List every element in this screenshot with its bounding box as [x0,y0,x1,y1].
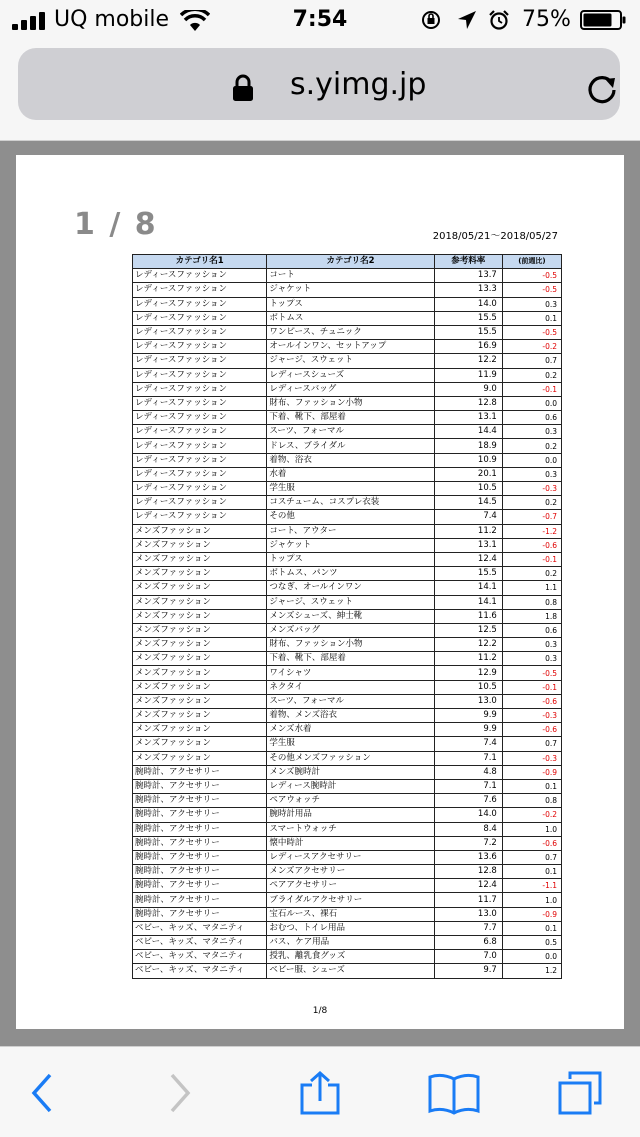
table-row [133,538,562,552]
cell-category2: ワンピース、チュニック [267,325,434,339]
tabs-icon[interactable] [558,1071,602,1115]
cell-change: -0.5 [502,325,561,339]
cell-category2: メンズ水着 [267,723,434,737]
cell-category1: メンズファッション [133,694,267,708]
cell-change: 1.1 [502,581,561,595]
cell-rate: 7.6 [434,794,502,808]
status-bar [0,0,640,40]
location-icon [456,10,478,30]
table-row [133,482,562,496]
table-row [133,865,562,879]
cell-category2: スーツ、フォーマル [267,425,434,439]
cell-change: 1.0 [502,893,561,907]
cell-category1: 腕時計、アクセサリー [133,893,267,907]
cell-category1: レディースファッション [133,510,267,524]
cell-change: -0.5 [502,269,561,283]
cell-change: 0.6 [502,411,561,425]
cell-rate: 11.9 [434,368,502,382]
cell-rate: 13.6 [434,850,502,864]
cell-category1: 腕時計、アクセサリー [133,779,267,793]
cell-category1: 腕時計、アクセサリー [133,765,267,779]
cell-category1: 腕時計、アクセサリー [133,879,267,893]
table-row [133,354,562,368]
cell-change: 0.0 [502,396,561,410]
cell-category2: 授乳、離乳食グッズ [267,950,434,964]
cell-category1: メンズファッション [133,666,267,680]
cell-category1: ベビー、キッズ、マタニティ [133,950,267,964]
cell-category1: レディースファッション [133,425,267,439]
cell-rate: 15.5 [434,567,502,581]
cell-rate: 12.8 [434,865,502,879]
cell-change: 0.0 [502,950,561,964]
cell-category1: レディースファッション [133,325,267,339]
cell-rate: 20.1 [434,467,502,481]
cell-category2: 学生服 [267,482,434,496]
cell-category2: レディースバッグ [267,382,434,396]
cell-rate: 13.7 [434,269,502,283]
cell-rate: 12.2 [434,638,502,652]
table-row [133,680,562,694]
cell-change: 0.3 [502,297,561,311]
url-text[interactable]: s.yimg.jp [290,67,427,102]
safari-toolbar [0,1046,640,1137]
share-icon[interactable] [298,1071,342,1115]
table-row [133,269,562,283]
pdf-viewer[interactable] [0,141,640,1046]
table-body [133,269,562,978]
cell-rate: 10.5 [434,680,502,694]
cell-rate: 14.4 [434,425,502,439]
cell-category1: メンズファッション [133,737,267,751]
cell-rate: 10.9 [434,453,502,467]
battery-icon [580,10,626,30]
cell-rate: 4.8 [434,765,502,779]
cell-category1: メンズファッション [133,567,267,581]
table-row [133,439,562,453]
cell-rate: 7.7 [434,921,502,935]
cell-rate: 9.7 [434,964,502,978]
browser-address-area [0,40,640,141]
table-row [133,950,562,964]
cell-category1: メンズファッション [133,723,267,737]
cell-category1: 腕時計、アクセサリー [133,794,267,808]
cell-rate: 13.0 [434,694,502,708]
table-row [133,467,562,481]
table-row [133,496,562,510]
cell-rate: 13.0 [434,907,502,921]
carrier-name: UQ mobile [54,7,170,32]
cell-change: 0.1 [502,921,561,935]
cell-change: -0.3 [502,709,561,723]
cell-category2: メンズシューズ、紳士靴 [267,609,434,623]
cell-category2: 腕時計用品 [267,808,434,822]
cell-category1: メンズファッション [133,623,267,637]
page-indicator: 1 / 8 [74,207,158,242]
cell-category2: 着物、メンズ浴衣 [267,709,434,723]
cell-change: 0.5 [502,936,561,950]
cell-category2: スーツ、フォーマル [267,694,434,708]
table-row [133,368,562,382]
table-row [133,808,562,822]
cell-change: 1.2 [502,964,561,978]
cell-rate: 13.1 [434,538,502,552]
cell-category1: ベビー、キッズ、マタニティ [133,936,267,950]
cell-category2: トップス [267,297,434,311]
cell-category2: 水着 [267,467,434,481]
cell-rate: 12.2 [434,354,502,368]
cell-change: 0.1 [502,865,561,879]
cell-rate: 7.1 [434,779,502,793]
table-row [133,396,562,410]
cell-category1: メンズファッション [133,638,267,652]
cell-change: 0.3 [502,638,561,652]
cell-category1: メンズファッション [133,581,267,595]
cell-rate: 7.4 [434,737,502,751]
cell-category2: コート、アウター [267,524,434,538]
cell-category1: メンズファッション [133,709,267,723]
cell-change: 0.1 [502,779,561,793]
address-bar[interactable] [18,48,620,120]
cell-category1: 腕時計、アクセサリー [133,808,267,822]
cell-category1: レディースファッション [133,396,267,410]
table-row [133,907,562,921]
forward-icon[interactable] [156,1071,200,1115]
cell-category2: ベビー服、シューズ [267,964,434,978]
table-row [133,524,562,538]
battery-percent: 75% [522,7,571,32]
orientation-lock-icon [420,10,442,30]
cell-change: 0.2 [502,368,561,382]
cell-category1: レディースファッション [133,269,267,283]
cell-rate: 7.2 [434,836,502,850]
header-category1: カテゴリ名1 [133,255,267,269]
cell-category1: 腕時計、アクセサリー [133,822,267,836]
lock-icon [232,74,254,102]
cell-category2: ボトムス [267,311,434,325]
table-row [133,340,562,354]
cell-rate: 14.1 [434,581,502,595]
cell-category2: 財布、ファッション小物 [267,638,434,652]
cell-rate: 14.0 [434,808,502,822]
table-row [133,751,562,765]
cell-category2: バス、ケア用品 [267,936,434,950]
cell-rate: 9.9 [434,709,502,723]
table-row [133,552,562,566]
cell-rate: 7.1 [434,751,502,765]
cell-category1: レディースファッション [133,411,267,425]
cell-category2: 学生服 [267,737,434,751]
cell-category1: ベビー、キッズ、マタニティ [133,921,267,935]
cell-change: -0.3 [502,482,561,496]
cell-category2: ドレス、ブライダル [267,439,434,453]
cell-rate: 15.5 [434,325,502,339]
cell-rate: 10.5 [434,482,502,496]
cell-change: 0.2 [502,439,561,453]
cell-change: 1.0 [502,822,561,836]
cell-category1: ベビー、キッズ、マタニティ [133,964,267,978]
cell-category1: メンズファッション [133,524,267,538]
cell-rate: 6.8 [434,936,502,950]
cell-category1: メンズファッション [133,680,267,694]
table-row [133,382,562,396]
cell-rate: 14.1 [434,595,502,609]
cell-category1: レディースファッション [133,368,267,382]
cell-change: -0.1 [502,552,561,566]
cell-change: -0.9 [502,907,561,921]
cell-rate: 9.0 [434,382,502,396]
cell-category2: コスチューム、コスプレ衣装 [267,496,434,510]
cell-rate: 9.9 [434,723,502,737]
cell-category2: ペアウォッチ [267,794,434,808]
cell-change: 0.1 [502,311,561,325]
cell-change: -0.6 [502,538,561,552]
table-row [133,694,562,708]
cell-category1: レディースファッション [133,340,267,354]
cell-category2: つなぎ、オールインワン [267,581,434,595]
cell-change: 0.2 [502,496,561,510]
table-row [133,765,562,779]
cell-category2: 宝石ルース、裸石 [267,907,434,921]
cell-change: -1.2 [502,524,561,538]
cell-change: -0.7 [502,510,561,524]
table-row [133,666,562,680]
table-row [133,779,562,793]
cell-category2: おむつ、トイレ用品 [267,921,434,935]
cell-rate: 7.4 [434,510,502,524]
header-category2: カテゴリ名2 [267,255,434,269]
cell-category2: 財布、ファッション小物 [267,396,434,410]
cell-category2: ペアアクセサリー [267,879,434,893]
cell-category1: レディースファッション [133,382,267,396]
cell-category2: その他 [267,510,434,524]
cell-rate: 13.3 [434,283,502,297]
cell-change: -0.1 [502,680,561,694]
header-rate: 参考料率 [434,255,502,269]
cell-category2: ネクタイ [267,680,434,694]
rate-table [132,254,562,979]
cell-rate: 12.8 [434,396,502,410]
cell-category2: メンズバッグ [267,623,434,637]
cell-category1: レディースファッション [133,311,267,325]
cell-category2: レディース腕時計 [267,779,434,793]
table-row [133,964,562,978]
cell-category1: メンズファッション [133,595,267,609]
cell-category1: 腕時計、アクセサリー [133,865,267,879]
table-row [133,794,562,808]
cell-category1: 腕時計、アクセサリー [133,836,267,850]
cell-category1: メンズファッション [133,652,267,666]
cell-change: -0.2 [502,340,561,354]
table-row [133,822,562,836]
cell-rate: 12.9 [434,666,502,680]
cell-category2: ジャケット [267,283,434,297]
header-change: (前週比) [502,255,561,269]
alarm-icon [488,10,510,30]
cell-change: 0.8 [502,595,561,609]
cell-rate: 13.1 [434,411,502,425]
cell-category1: レディースファッション [133,496,267,510]
cell-change: 0.7 [502,737,561,751]
cell-category1: レディースファッション [133,482,267,496]
cell-rate: 18.9 [434,439,502,453]
table-row [133,297,562,311]
table-row [133,283,562,297]
cell-category1: 腕時計、アクセサリー [133,907,267,921]
table-row [133,723,562,737]
clock: 7:54 [292,7,348,32]
cell-category2: ワイシャツ [267,666,434,680]
cell-category2: コート [267,269,434,283]
cell-rate: 11.6 [434,609,502,623]
cell-change: 0.6 [502,623,561,637]
reload-icon[interactable] [584,70,620,106]
cell-change: 1.8 [502,609,561,623]
cell-category2: ジャージ、スウェット [267,595,434,609]
cell-rate: 14.5 [434,496,502,510]
cell-rate: 11.7 [434,893,502,907]
cell-change: 0.8 [502,794,561,808]
table-row [133,567,562,581]
cell-category1: メンズファッション [133,552,267,566]
cell-category1: レディースファッション [133,297,267,311]
table-row [133,581,562,595]
cell-change: 0.7 [502,354,561,368]
table-row [133,623,562,637]
cell-change: -0.6 [502,723,561,737]
table-row [133,325,562,339]
cell-category1: メンズファッション [133,538,267,552]
table-row [133,453,562,467]
table-row [133,425,562,439]
cell-change: 0.3 [502,467,561,481]
cell-rate: 16.9 [434,340,502,354]
cell-category2: その他メンズファッション [267,751,434,765]
cell-change: 0.7 [502,850,561,864]
cell-change: -0.3 [502,751,561,765]
cell-category1: 腕時計、アクセサリー [133,850,267,864]
cell-rate: 12.4 [434,552,502,566]
table-header-row [133,255,562,269]
cell-change: -1.1 [502,879,561,893]
cell-change: -0.9 [502,765,561,779]
cell-category1: レディースファッション [133,439,267,453]
table-row [133,850,562,864]
cell-change: -0.6 [502,836,561,850]
cell-rate: 7.0 [434,950,502,964]
cell-change: -0.5 [502,283,561,297]
bookmarks-icon[interactable] [428,1071,480,1115]
cell-change: 0.0 [502,453,561,467]
cell-category2: レディースアクセサリー [267,850,434,864]
cell-change: -0.1 [502,382,561,396]
table-row [133,609,562,623]
cell-category1: レディースファッション [133,283,267,297]
cell-category2: 懐中時計 [267,836,434,850]
cell-category1: レディースファッション [133,453,267,467]
cell-category2: メンズ腕時計 [267,765,434,779]
table-row [133,737,562,751]
pdf-page [16,155,624,1029]
table-row [133,638,562,652]
table-row [133,411,562,425]
table-row [133,595,562,609]
cell-change: -0.2 [502,808,561,822]
cell-category2: ブライダルアクセサリー [267,893,434,907]
cell-category2: メンズアクセサリー [267,865,434,879]
cell-category2: ボトムス、パンツ [267,567,434,581]
cell-category2: 下着、靴下、部屋着 [267,411,434,425]
cell-change: -0.6 [502,694,561,708]
cell-category2: スマートウォッチ [267,822,434,836]
cell-category2: 下着、靴下、部屋着 [267,652,434,666]
cell-change: -0.5 [502,666,561,680]
cell-category1: メンズファッション [133,609,267,623]
cell-category2: トップス [267,552,434,566]
table-row [133,652,562,666]
table-row [133,893,562,907]
cell-change: 0.2 [502,567,561,581]
cell-category2: オールインワン、セットアップ [267,340,434,354]
cell-category2: 着物、浴衣 [267,453,434,467]
page-footer: 1/8 [312,1006,328,1016]
cell-rate: 12.4 [434,879,502,893]
cell-category1: メンズファッション [133,751,267,765]
cell-rate: 8.4 [434,822,502,836]
date-range: 2018/05/21～2018/05/27 [432,231,558,242]
cell-category1: レディースファッション [133,467,267,481]
table-row [133,936,562,950]
cell-rate: 11.2 [434,524,502,538]
table-row [133,311,562,325]
cell-category2: ジャケット [267,538,434,552]
cell-rate: 15.5 [434,311,502,325]
cell-change: 0.3 [502,425,561,439]
cell-change: 0.3 [502,652,561,666]
table-row [133,921,562,935]
table-row [133,836,562,850]
cell-category1: レディースファッション [133,354,267,368]
table-row [133,879,562,893]
cell-rate: 14.0 [434,297,502,311]
cell-category2: レディースシューズ [267,368,434,382]
cell-rate: 12.5 [434,623,502,637]
table-row [133,709,562,723]
table-row [133,510,562,524]
cell-rate: 11.2 [434,652,502,666]
back-icon[interactable] [22,1071,66,1115]
cell-category2: ジャージ、スウェット [267,354,434,368]
